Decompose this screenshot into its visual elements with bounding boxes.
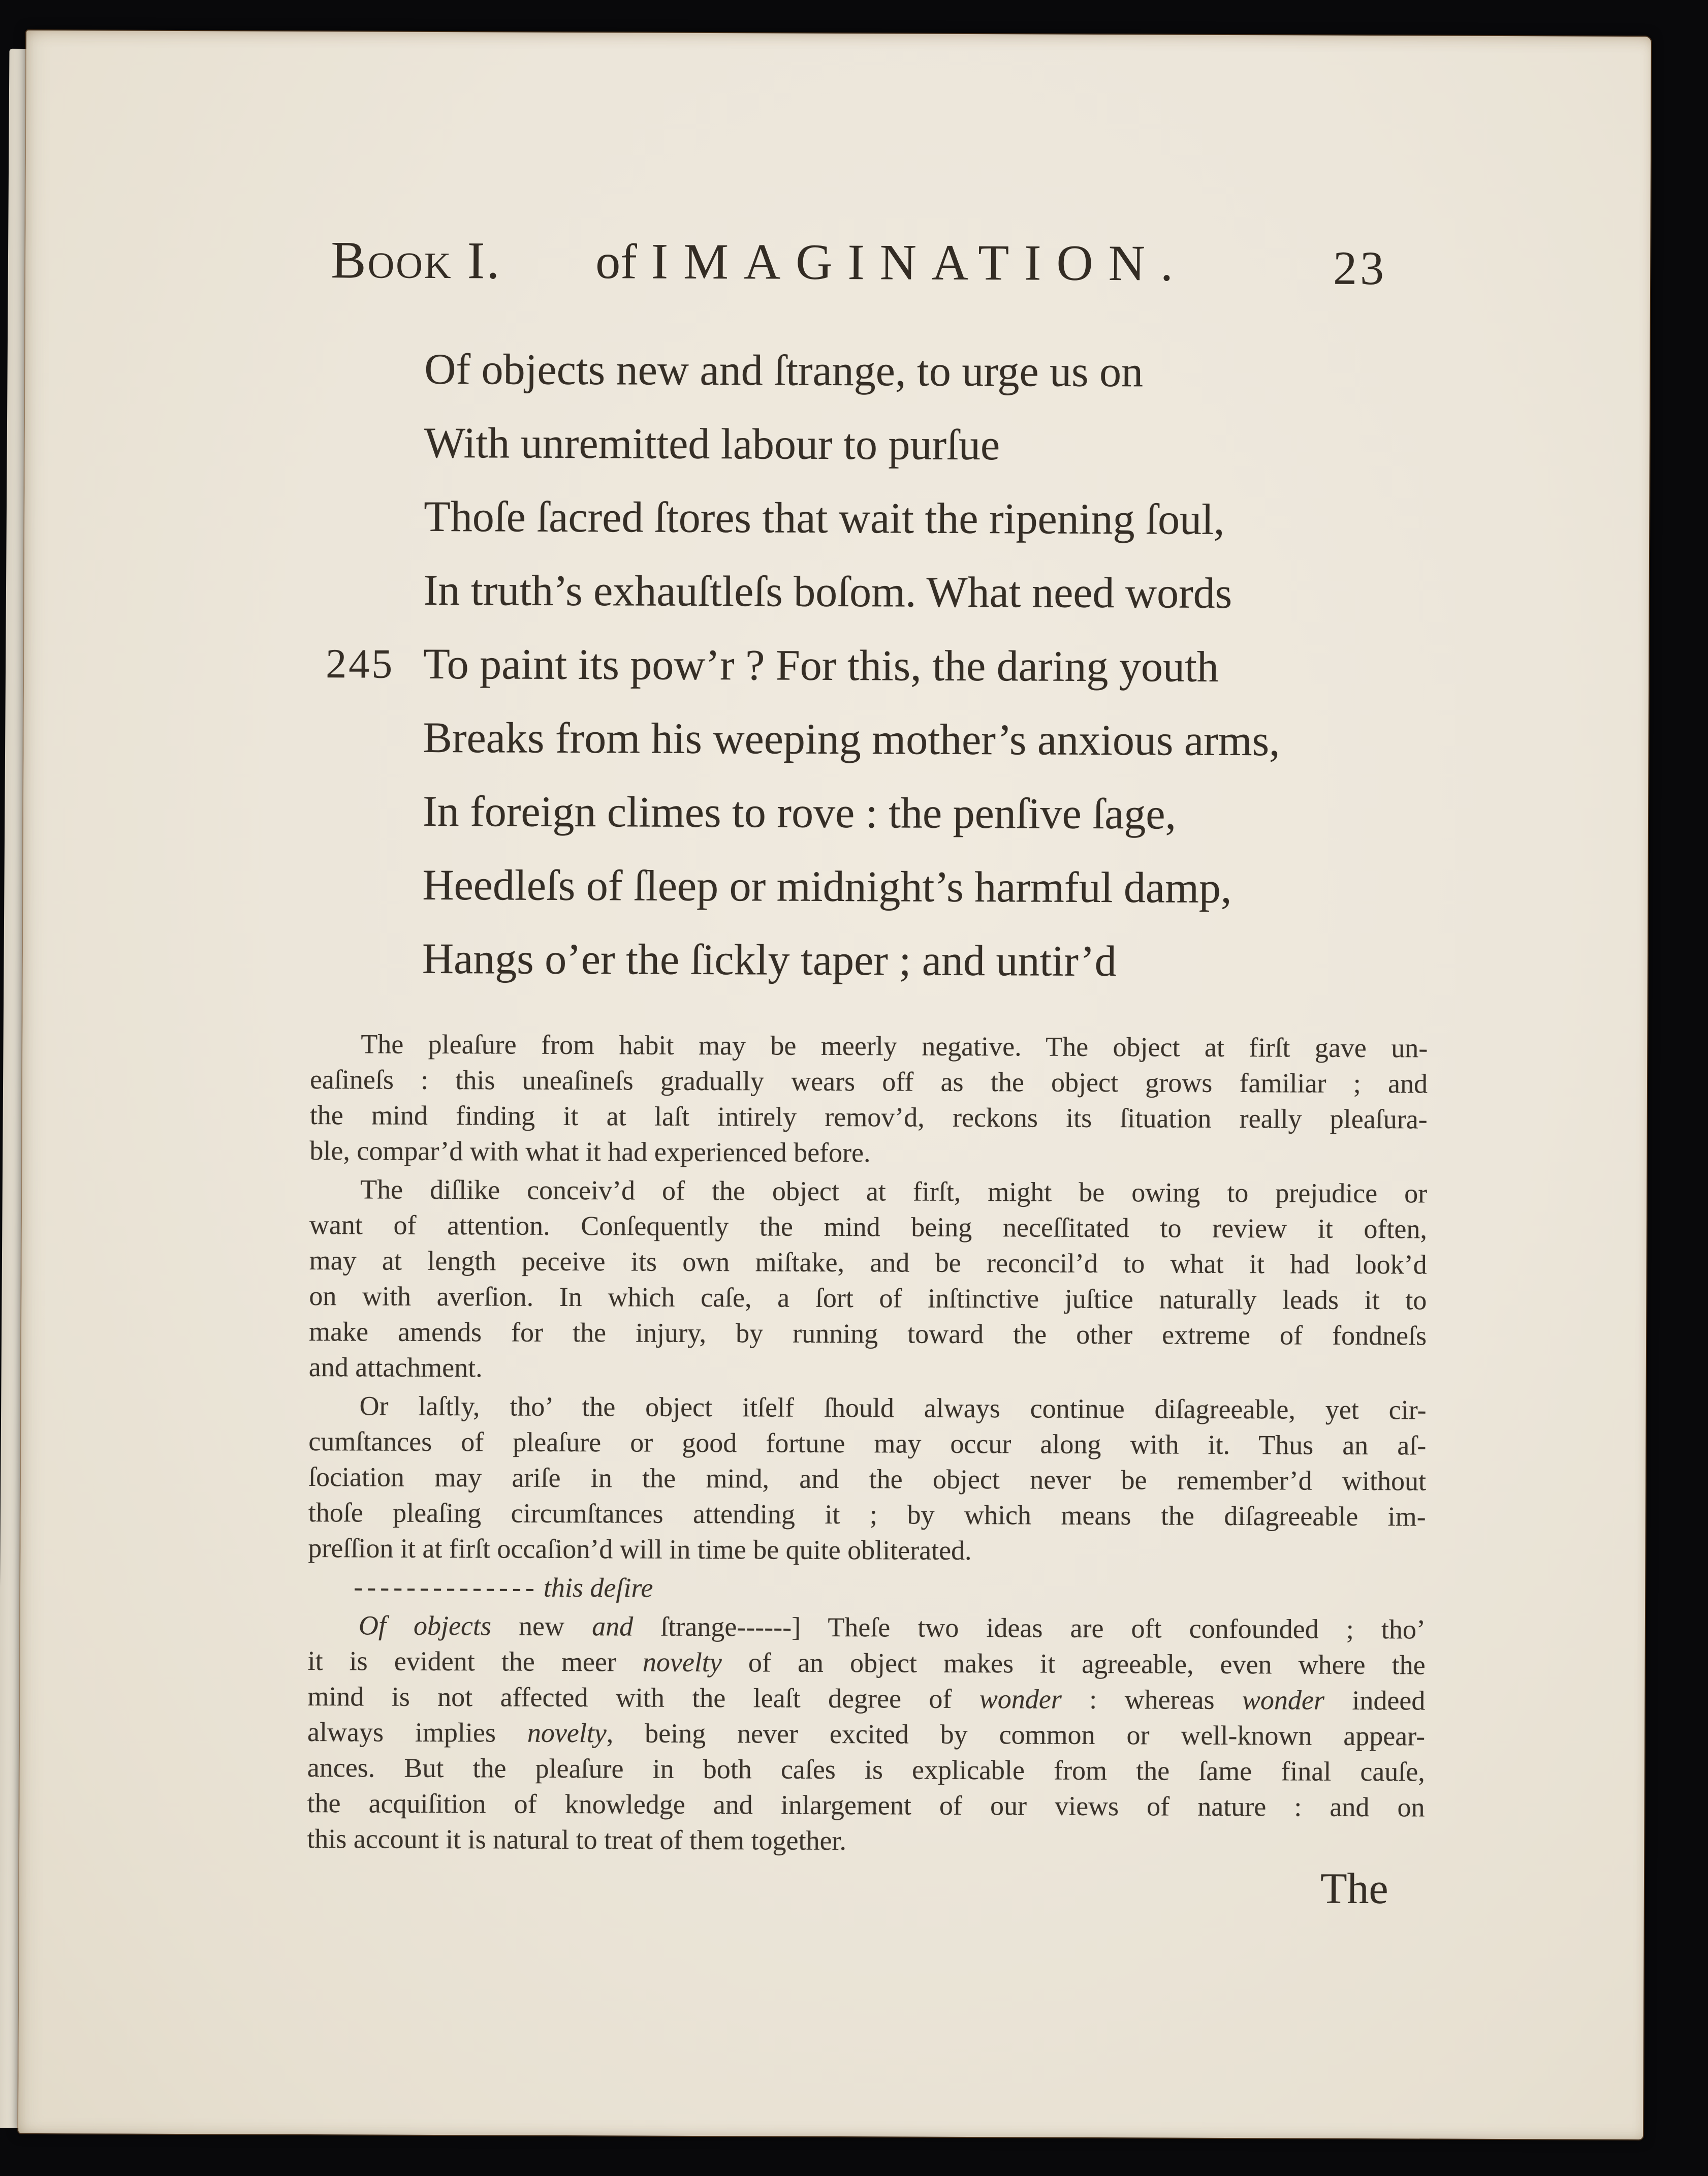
header-title-prefix: of: [595, 234, 638, 290]
footnote-text: ſtrange------] Theſe two ideas are oft confounded ; tho’: [633, 1611, 1426, 1645]
footnote-line: [309, 1242, 1427, 1282]
poem-line: [323, 700, 1573, 779]
footnote-text: : whereas: [1061, 1684, 1243, 1716]
poem-line-text: With unremitted labour to purſue: [424, 418, 1000, 470]
footnotes-block: [307, 1026, 1428, 1863]
footnote-paragraph: [309, 1026, 1428, 1172]
footnote-text: the mind finding it at laſt intirely remov’d, reckons its ſituation really pleaſura-: [309, 1100, 1428, 1135]
header-book-label: Book I.: [331, 231, 501, 290]
poem-line-text: In foreign climes to rove : the penſive ſage,: [422, 786, 1177, 838]
footnote-text: and attachment.: [308, 1352, 483, 1383]
footnote-italic-text: wonder: [979, 1684, 1062, 1715]
poem-line: [324, 553, 1574, 631]
poem-line: [324, 627, 1574, 705]
footnote-text: preſſion it at firſt occaſion’d will in time be quite obliterated.: [308, 1533, 972, 1566]
footnote-line: [309, 1133, 1427, 1172]
footnote-line: [309, 1171, 1427, 1211]
footnote-text: always implies: [307, 1717, 527, 1748]
footnote-line: [310, 1062, 1428, 1101]
footnote-line: [307, 1678, 1425, 1718]
poem-line: [323, 921, 1573, 1000]
footnote-line: [309, 1278, 1427, 1318]
footnote-line: [309, 1207, 1427, 1247]
footnote-italic-text: and: [592, 1611, 634, 1642]
header-title: [595, 232, 1188, 292]
footnote-text: the acquiſition of knowledge and inlargement of our views of nature : and on: [307, 1788, 1425, 1823]
footnote-text: cumſtances of pleaſure or good fortune may occur along with it. Thus an aſ-: [308, 1426, 1427, 1461]
book-page: [18, 30, 1651, 2139]
footnote-text: eaſineſs : this uneaſineſs gradually wears off as the object grows familiar ; and: [309, 1064, 1428, 1099]
footnote-text: make amends for the injury, by running toward the other extreme of fondneſs: [309, 1316, 1427, 1351]
footnote-text: this account it is natural to treat of them together.: [307, 1823, 847, 1856]
footnote-text: thoſe pleaſing circumſtances attending it ; by which means the diſagreeable im-: [308, 1497, 1426, 1532]
footnote-line: [308, 1423, 1426, 1463]
poem-line: [323, 774, 1573, 852]
poem-line-text: Heedleſs of ſleep or midnight’s harmful damp,: [422, 860, 1232, 912]
poem-line-text: In truth’s exhauſtleſs boſom. What need words: [423, 565, 1232, 617]
footnote-line: [309, 1314, 1427, 1353]
footnote-line: [308, 1495, 1426, 1534]
footnote-verse-reference: [308, 1569, 1426, 1608]
footnote-text: want of attention. Conſequently the mind being neceſſitated to review it often,: [309, 1209, 1428, 1245]
footnote-text: , being never excited by common or well-known appear-: [606, 1718, 1426, 1752]
header-title-caps: IMAGINATION.: [651, 233, 1189, 292]
poem-line-text: To paint its pow’r ? For this, the daring youth: [423, 639, 1219, 691]
catchword: The: [1320, 1863, 1388, 1913]
footnote-line: [308, 1388, 1426, 1427]
poem-line: [324, 479, 1574, 557]
footnote-italic-text: novelty: [642, 1646, 722, 1678]
footnote-text: on with averſion. In which caſe, a ſort of inſtinctive juſtice naturally leads it to: [309, 1281, 1427, 1316]
verse-ref-text: this deſire: [543, 1572, 653, 1603]
footnote-line: [308, 1643, 1426, 1683]
footnote-text: The diſlike conceiv’d of the object at firſt, might be owing to prejudice or: [360, 1174, 1428, 1209]
footnote-text: indeed: [1324, 1685, 1426, 1716]
footnote-line: [308, 1459, 1426, 1499]
footnote-line: [308, 1607, 1426, 1647]
footnote-text: it is evident the meer: [307, 1645, 643, 1677]
footnote-italic-text: Of objects: [358, 1610, 492, 1641]
footnote-line: [310, 1026, 1428, 1066]
footnote-italic-text: novelty: [527, 1717, 607, 1749]
verse-ref-dashes: --------------: [354, 1571, 539, 1603]
footnote-line: [310, 1097, 1428, 1137]
footnote-text: may at length peceive its own miſtake, and be reconcil’d to what it had look’d: [309, 1245, 1427, 1280]
footnote-line: [307, 1821, 1425, 1860]
footnote-line: [309, 1349, 1427, 1389]
poem-line: [325, 332, 1575, 410]
footnote-text: ſociation may ariſe in the mind, and the object never be remember’d without: [308, 1462, 1427, 1497]
footnote-line: [307, 1785, 1425, 1825]
footnote-text: of an object makes it agreeable, even where the: [721, 1647, 1426, 1681]
poem-line-text: Thoſe ſacred ſtores that wait the ripening ſoul,: [424, 491, 1225, 544]
verse-line-number: 245: [326, 640, 395, 687]
footnote-line: [307, 1750, 1425, 1789]
page-number: 23: [1333, 241, 1387, 295]
poem-line-text: Breaks from his weeping mother’s anxious arms,: [423, 712, 1280, 765]
footnote-text: mind is not affected with the leaſt degree of: [307, 1681, 979, 1715]
footnote-text: ble, compar’d with what it had experienced before.: [309, 1135, 871, 1168]
poem-line-text: Of objects new and ſtrange, to urge us on: [424, 344, 1144, 396]
poem-line: [323, 848, 1573, 926]
footnote-paragraph: [308, 1388, 1426, 1570]
footnote-text: new: [491, 1610, 592, 1642]
poem-block: [323, 332, 1575, 1000]
footnote-text: ances. But the pleaſure in both caſes is explicable from the ſame final cauſe,: [307, 1752, 1425, 1787]
poem-line: [325, 406, 1575, 484]
footnote-line: [308, 1530, 1426, 1570]
footnote-text: Or laſtly, tho’ the object itſelf ſhould always continue diſagreeable, yet cir-: [359, 1390, 1427, 1425]
footnote-paragraph: [309, 1171, 1428, 1389]
footnote-italic-text: wonder: [1242, 1685, 1325, 1716]
poem-line-text: Hangs o’er the ſickly taper ; and untir’d: [422, 934, 1117, 986]
footnote-line: [307, 1714, 1425, 1754]
footnote-paragraph: [307, 1607, 1426, 1860]
footnote-text: The pleaſure from habit may be meerly negative. The object at firſt gave un-: [361, 1029, 1428, 1064]
